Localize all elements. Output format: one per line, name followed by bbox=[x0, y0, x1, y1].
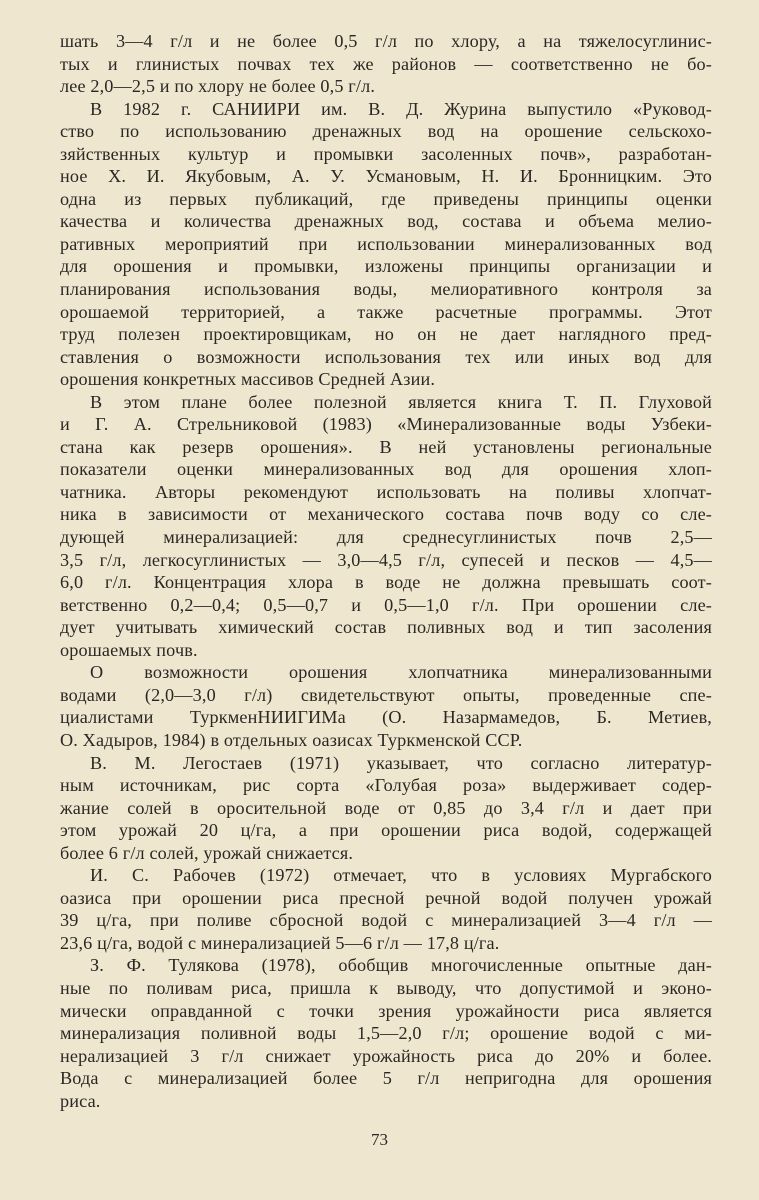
text-line: 23,6 ц/га, водой с минерализацией 5—6 г/л — 17,8 ц/га. bbox=[60, 932, 500, 953]
paragraph-2 bbox=[60, 98, 712, 391]
text-line: ветственно 0,2—0,4; 0,5—0,7 и 0,5—1,0 г/л. При орошении сле- bbox=[60, 594, 712, 615]
text-line: ративных мероприятий при использовании минерализованных вод bbox=[60, 233, 712, 254]
text-line: более 6 г/л солей, урожай снижается. bbox=[60, 842, 354, 863]
text-line: мически оправданной с точки зрения урожайности риса является bbox=[60, 1000, 712, 1021]
text-line: водами (2,0—3,0 г/л) свидетельствуют опыты, проведенные спе- bbox=[60, 684, 712, 705]
text-line: О возможности орошения хлопчатника минерализованными bbox=[90, 662, 712, 683]
text-line: ное Х. И. Якубовым, А. У. Усмановым, Н. И. Бронницким. Это bbox=[60, 166, 712, 187]
text-line: планирования использования воды, мелиоративного контроля за bbox=[60, 279, 712, 300]
page-number: 73 bbox=[371, 1130, 388, 1149]
text-line: 6,0 г/л. Концентрация хлора в воде не должна превышать соот- bbox=[60, 572, 712, 593]
text-line: ство по использованию дренажных вод на орошение сельскохо- bbox=[60, 121, 712, 142]
text-line: качества и количества дренажных вод, состава и объема мелио- bbox=[60, 211, 712, 232]
text-line: З. Ф. Тулякова (1978), обобщив многочисленные опытные дан- bbox=[90, 955, 712, 976]
text-line: ным источникам, рис сорта «Голубая роза» выдерживает содер- bbox=[60, 775, 712, 796]
text-line: минерализация поливной воды 1,5—2,0 г/л; орошение водой с ми- bbox=[60, 1023, 712, 1044]
text-line: чатника. Авторы рекомендуют использовать на поливы хлопчат- bbox=[60, 481, 712, 502]
text-line: и Г. А. Стрельниковой (1983) «Минерализованные воды Узбеки- bbox=[60, 414, 712, 435]
paragraph-3 bbox=[60, 391, 712, 662]
text-line: этом урожай 20 ц/га, а при орошении риса водой, содержащей bbox=[60, 820, 712, 841]
page-body bbox=[60, 30, 712, 1112]
paragraph-1 bbox=[60, 30, 712, 98]
text-line: для орошения и промывки, изложены принципы организации и bbox=[60, 256, 712, 277]
paragraph-5 bbox=[60, 752, 712, 865]
text-line: В этом плане более полезной является книга Т. П. Глуховой bbox=[90, 391, 712, 412]
text-line: нерализацией 3 г/л снижает урожайность риса до 20% и более. bbox=[60, 1045, 712, 1066]
text-line: оазиса при орошении риса пресной речной водой получен урожай bbox=[60, 887, 712, 908]
text-line: И. С. Рабочев (1972) отмечает, что в условиях Мургабского bbox=[90, 865, 712, 886]
text-line: одна из первых публикаций, где приведены принципы оценки bbox=[60, 188, 712, 209]
text-line: риса. bbox=[60, 1090, 101, 1111]
text-line: ставления о возможности использования тех или иных вод для bbox=[60, 346, 712, 367]
paragraph-6 bbox=[60, 864, 712, 954]
text-line: показатели оценки минерализованных вод для орошения хлоп- bbox=[60, 459, 712, 480]
text-line: циалистами ТуркменНИИГИМа (О. Назармамедов, Б. Метиев, bbox=[60, 707, 712, 728]
text-line: зяйственных культур и промывки засоленных почв», разработан- bbox=[60, 143, 712, 164]
text-line: В. М. Легостаев (1971) указывает, что согласно литератур- bbox=[90, 752, 712, 773]
text-line: 3,5 г/л, легкосуглинистых — 3,0—4,5 г/л, супесей и песков — 4,5— bbox=[60, 549, 712, 570]
text-line: орошаемых почв. bbox=[60, 639, 198, 660]
paragraph-7 bbox=[60, 954, 712, 1112]
text-line: шать 3—4 г/л и не более 0,5 г/л по хлору, а на тяжелосуглинис- bbox=[60, 31, 712, 51]
text-line: О. Хадыров, 1984) в отдельных оазисах Туркменской ССР. bbox=[60, 729, 523, 750]
text-line: ника в зависимости от механического состава почв воду со сле- bbox=[60, 504, 712, 525]
text-line: ные по поливам риса, пришла к выводу, что допустимой и эконо- bbox=[60, 977, 712, 998]
text-line: орошаемой территорией, а также расчетные программы. Этот bbox=[60, 301, 712, 322]
text-line: орошения конкретных массивов Средней Азии. bbox=[60, 369, 436, 390]
text-line: Вода с минерализацией более 5 г/л непригодна для орошения bbox=[60, 1068, 712, 1089]
text-line: дующей минерализацией: для среднесуглинистых почв 2,5— bbox=[60, 527, 712, 548]
paragraph-4 bbox=[60, 661, 712, 751]
text-line: В 1982 г. САНИИРИ им. В. Д. Журина выпустило «Руковод- bbox=[90, 98, 712, 119]
text-line: 39 ц/га, при поливе сбросной водой с минерализацией 3—4 г/л — bbox=[60, 910, 712, 931]
text-line: труд полезен проектировщикам, но он не дает наглядного пред- bbox=[60, 324, 712, 345]
text-line: жание солей в оросительной воде от 0,85 до 3,4 г/л и дает при bbox=[60, 797, 712, 818]
text-line: дует учитывать химический состав поливных вод и тип засоления bbox=[60, 617, 712, 638]
text-line: стана как резерв орошения». В ней установлены региональные bbox=[60, 436, 712, 457]
text-line: лее 2,0—2,5 и по хлору не более 0,5 г/л. bbox=[60, 76, 376, 97]
text-line: тых и глинистых почвах тех же районов — соответственно не бо- bbox=[60, 53, 712, 74]
